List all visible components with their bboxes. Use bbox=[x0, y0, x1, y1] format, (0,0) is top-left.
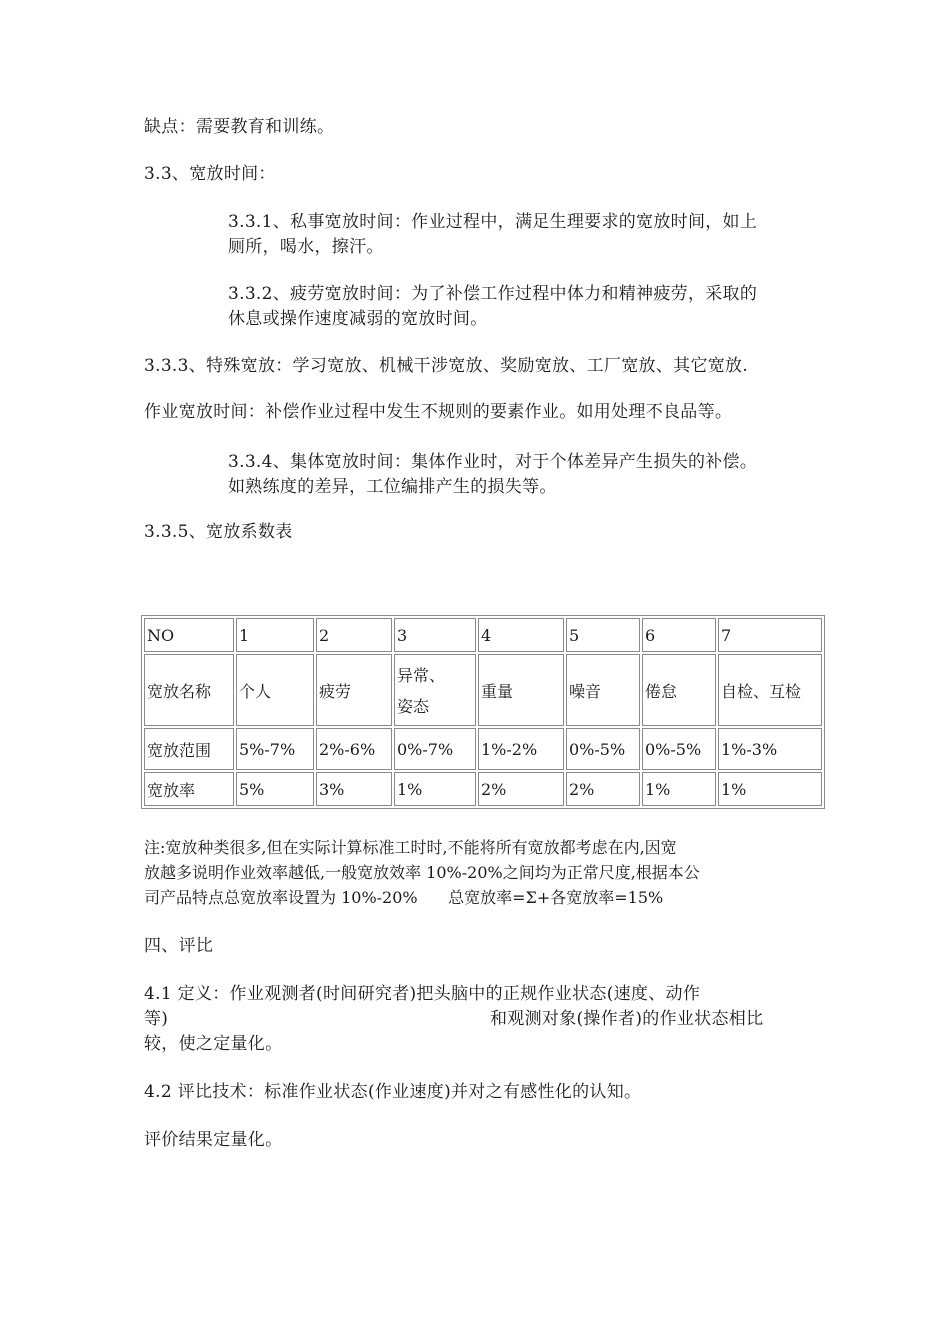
table-cell: 2% bbox=[566, 772, 640, 806]
table-row-rate bbox=[144, 772, 822, 806]
para-4-1-line2: 等) bbox=[144, 1009, 169, 1029]
table-cell: 1% bbox=[394, 772, 476, 806]
para-4-1-line3: 较，使之定量化。 bbox=[144, 1034, 283, 1054]
table-cell: 0%-5% bbox=[642, 728, 716, 770]
table-cell: 5% bbox=[236, 772, 314, 806]
para-3-3-3: 3.3.3、特殊宽放：学习宽放、机械干涉宽放、奖励宽放、工厂宽放、其它宽放. bbox=[144, 356, 749, 376]
table-cell: 重量 bbox=[478, 654, 564, 726]
table-cell: 噪音 bbox=[566, 654, 640, 726]
para-3-3-4-line1: 3.3.4、集体宽放时间：集体作业时，对于个体差异产生损失的补偿。 bbox=[228, 452, 758, 472]
table-row-name bbox=[144, 654, 822, 726]
table-cell: 6 bbox=[642, 618, 716, 652]
table-cell-line: 异常、 bbox=[397, 666, 446, 685]
table-cell-line: 姿态 bbox=[397, 697, 430, 716]
table-cell: 自检、互检 bbox=[718, 654, 822, 726]
table-cell: 倦怠 bbox=[642, 654, 716, 726]
table-cell: 1% bbox=[642, 772, 716, 806]
table-row-range bbox=[144, 728, 822, 770]
table-cell: 2 bbox=[316, 618, 392, 652]
table-cell: 1 bbox=[236, 618, 314, 652]
para-4-1-line1: 4.1 定义：作业观测者(时间研究者)把头脑中的正规作业状态(速度、动作 bbox=[144, 984, 701, 1004]
para-4-2: 4.2 评比技术：标准作业状态(作业速度)并对之有感性化的认知。 bbox=[144, 1082, 642, 1102]
table-cell: 5 bbox=[566, 618, 640, 652]
table-cell: 1%-3% bbox=[718, 728, 822, 770]
table-cell: 5%-7% bbox=[236, 728, 314, 770]
heading-3-3-5: 3.3.5、宽放系数表 bbox=[144, 522, 293, 542]
table-cell: 宽放名称 bbox=[144, 654, 234, 726]
para-3-3-1-line2: 厕所，喝水，擦汗。 bbox=[228, 237, 384, 257]
table-cell: 2%-6% bbox=[316, 728, 392, 770]
note-line: 注:宽放种类很多,但在实际计算标准工时时,不能将所有宽放都考虑在内,因宽 bbox=[144, 838, 677, 857]
para-evaluation: 评价结果定量化。 bbox=[144, 1130, 283, 1150]
table-cell: 疲劳 bbox=[316, 654, 392, 726]
table-cell: 宽放率 bbox=[144, 772, 234, 806]
para-work-allowance: 作业宽放时间：补偿作业过程中发生不规则的要素作业。如用处理不良品等。 bbox=[144, 402, 733, 422]
para-3-3-2-line1: 3.3.2、疲劳宽放时间：为了补偿工作过程中体力和精神疲劳，采取的 bbox=[228, 284, 758, 304]
table-cell: 3% bbox=[316, 772, 392, 806]
para-3-3-4-line2: 如熟练度的差异，工位编排产生的损失等。 bbox=[228, 477, 557, 497]
table-cell: 2% bbox=[478, 772, 564, 806]
table-cell: 1% bbox=[718, 772, 822, 806]
table-cell: 1%-2% bbox=[478, 728, 564, 770]
table-cell: NO bbox=[144, 618, 234, 652]
table-cell: 3 bbox=[394, 618, 476, 652]
table-note bbox=[144, 835, 814, 910]
para-3-3-1-line1: 3.3.1、私事宽放时间：作业过程中，满足生理要求的宽放时间，如上 bbox=[228, 212, 758, 232]
table-cell bbox=[394, 654, 476, 726]
table-row-no bbox=[144, 618, 822, 652]
heading-section-4: 四、评比 bbox=[144, 936, 214, 956]
para-disadvantage: 缺点：需要教育和训练。 bbox=[144, 117, 335, 137]
note-line: 放越多说明作业效率越低,一般宽放效率 10%-20%之间均为正常尺度,根据本公 bbox=[144, 863, 700, 882]
allowance-table bbox=[141, 615, 825, 809]
para-4-1-line2b: 和观测对象(操作者)的作业状态相比 bbox=[490, 1009, 764, 1029]
table-cell: 4 bbox=[478, 618, 564, 652]
table-cell: 0%-5% bbox=[566, 728, 640, 770]
table-cell: 宽放范围 bbox=[144, 728, 234, 770]
table-cell: 7 bbox=[718, 618, 822, 652]
para-3-3-2-line2: 休息或操作速度减弱的宽放时间。 bbox=[228, 309, 488, 329]
table-cell: 个人 bbox=[236, 654, 314, 726]
heading-3-3: 3.3、宽放时间： bbox=[144, 164, 276, 184]
table-cell: 0%-7% bbox=[394, 728, 476, 770]
note-line: 司产品特点总宽放率设置为 10%-20% 总宽放率=Σ+各宽放率=15% bbox=[144, 888, 664, 907]
